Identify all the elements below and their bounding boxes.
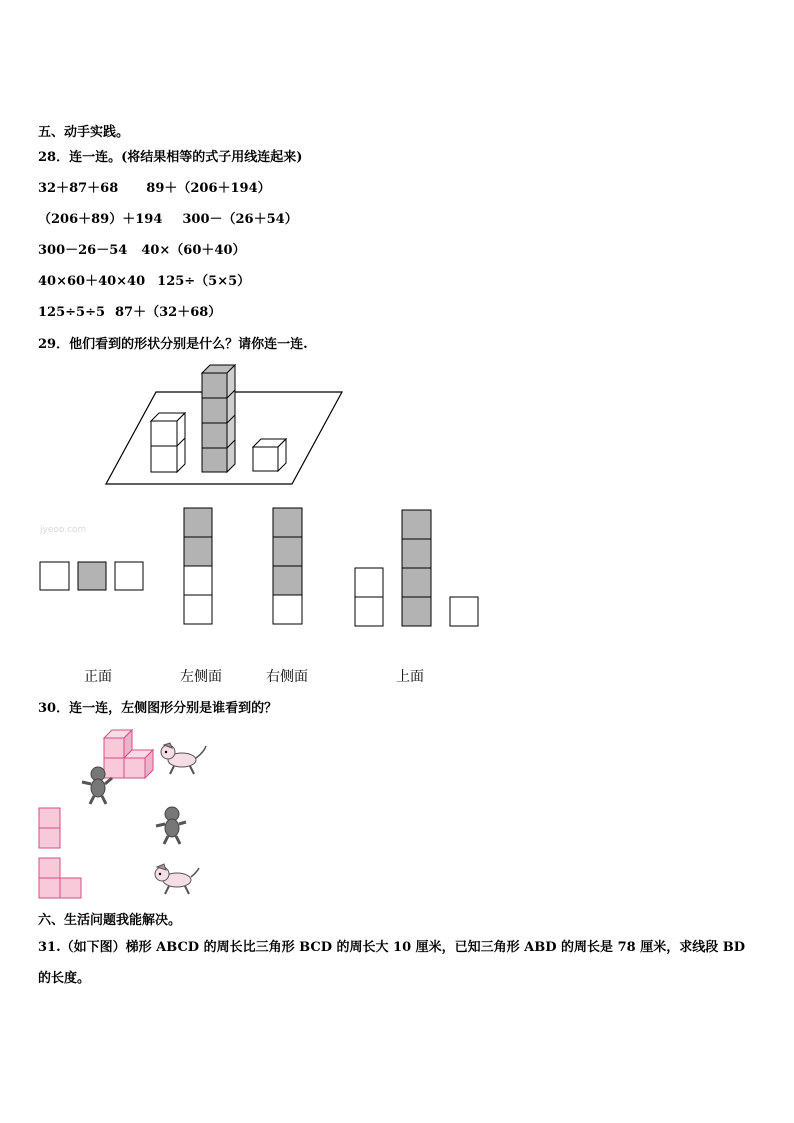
q28-left-expr-2[interactable]: （206＋89）＋194: [38, 212, 163, 227]
section-5-title: 五、动手实践。: [38, 125, 130, 140]
q28-left-expr-1[interactable]: 32＋87＋68: [38, 181, 119, 196]
q28-left-expr-4[interactable]: 40×60＋40×40: [38, 274, 146, 289]
view-option-1[interactable]: [40, 562, 143, 590]
q29-title: 29．他们看到的形状分别是什么？请你连一连.: [38, 337, 308, 352]
q30-title: 30．连一连，左侧图形分别是谁看到的？: [38, 701, 278, 716]
label-top: 上面: [396, 669, 424, 685]
q28-right-expr-1[interactable]: 89＋（206＋194）: [146, 181, 271, 196]
view-option-3[interactable]: [273, 508, 302, 624]
q28-right-expr-3[interactable]: 40×（60＋40）: [141, 243, 246, 258]
q28-right-expr-5[interactable]: 87＋（32＋68）: [115, 305, 222, 320]
view-option-4[interactable]: [355, 510, 478, 626]
q28-left-expr-5[interactable]: 125÷5÷5: [38, 305, 106, 320]
q28-right-expr-4[interactable]: 125÷（5×5）: [157, 274, 251, 289]
q28-right-expr-2[interactable]: 300－（26＋54）: [182, 212, 298, 227]
view-option-2[interactable]: [184, 508, 212, 624]
single-cube: [253, 439, 286, 471]
q28-title: 28．连一连。(将结果相等的式子用线连起来): [38, 150, 303, 165]
left-cube-stack: [151, 413, 185, 472]
label-right-side: 右侧面: [266, 669, 308, 685]
q29-scene: [106, 365, 342, 484]
view-shape-b[interactable]: [39, 858, 81, 898]
q31-line-1: 31.（如下图）梯形 ABCD 的周长比三角形 BCD 的周长大 10 厘米，已知三角形 ABD 的周长是 78 厘米，求线段 BD: [38, 940, 745, 955]
q31-line-2: 的长度。: [38, 971, 91, 986]
watermark: jyeoo.com: [40, 525, 87, 535]
dog-icon: [161, 743, 206, 774]
dog-icon-option[interactable]: [155, 864, 199, 894]
monkey-icon-option[interactable]: [156, 807, 186, 844]
label-front: 正面: [84, 669, 112, 685]
section-6-title: 六、生活问题我能解决。: [38, 913, 182, 928]
q30-scene: [104, 730, 153, 778]
q28-left-expr-3[interactable]: 300－26－54: [38, 243, 128, 258]
view-shape-a[interactable]: [39, 808, 60, 848]
label-left-side: 左侧面: [180, 669, 222, 685]
tall-cube-stack: [202, 365, 235, 472]
